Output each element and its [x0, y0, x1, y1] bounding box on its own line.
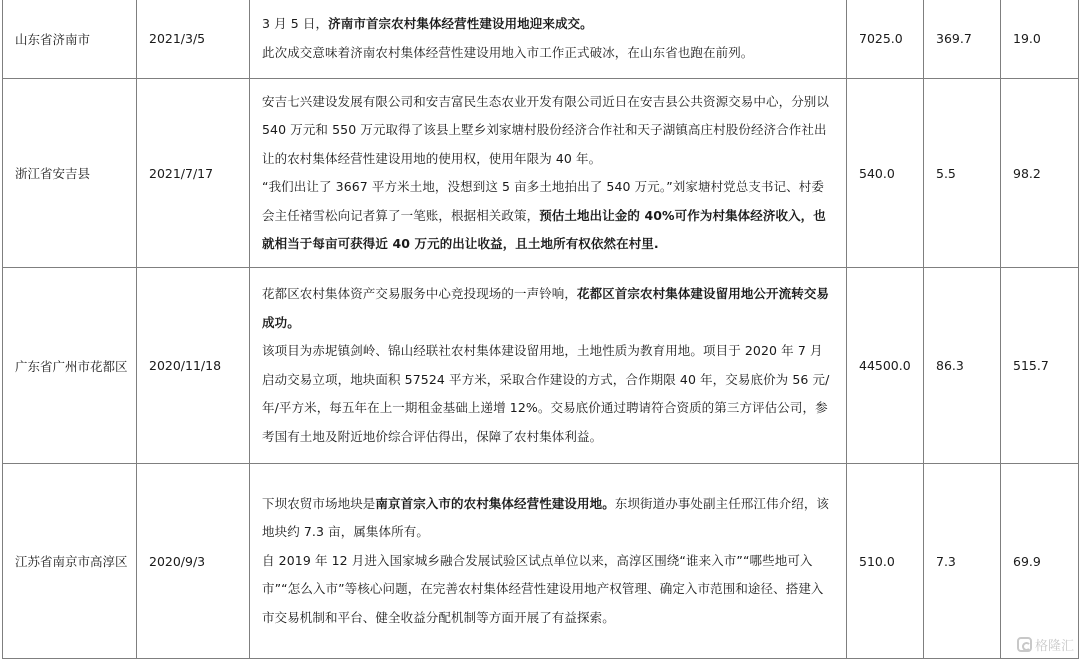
date-cell: 2020/9/3 — [137, 464, 250, 659]
text-run: 下坝农贸市场地块是 — [262, 495, 376, 511]
description-paragraph — [262, 39, 834, 68]
value-cell-1: 540.0 — [847, 79, 924, 268]
date-cell: 2020/11/18 — [137, 268, 250, 464]
description-paragraph — [262, 10, 834, 39]
table-row — [3, 79, 1079, 268]
location-cell: 山东省济南市 — [3, 0, 137, 79]
value-cell-2: 369.7 — [924, 0, 1001, 79]
value-cell-1: 510.0 — [847, 464, 924, 659]
description-cell — [250, 464, 847, 659]
text-run: 自 2019 年 12 月进入国家城乡融合发展试验区试点单位以来，高淳区围绕“谁来入市”“哪些地可入市”“怎么入市”等核心问题，在完善农村集体经营性建设用地产权管理、确定入市范围和途径、搭建入市交易机制和平台、健全收益分配机制等方面开展了有益探索。 — [262, 552, 824, 625]
value-cell-3: 19.0 — [1001, 0, 1079, 79]
table-row — [3, 268, 1079, 464]
bold-text: 济南市首宗农村集体经营性建设用地迎来成交。 — [328, 16, 593, 31]
value-cell-3: 98.2 — [1001, 79, 1079, 268]
text-run: 3 月 5 日， — [262, 16, 329, 31]
bold-text: 花都区首宗农村集体建设留用地公开流转交易成功。 — [262, 286, 830, 330]
table-row — [3, 0, 1079, 79]
bold-text: 预估土地出让金的 40%可作为村集体经济收入，也就相当于每亩可获得近 40 万元的出让收益，且土地所有权依然在村里. — [262, 207, 826, 251]
description-cell — [250, 268, 847, 464]
value-cell-2: 7.3 — [924, 464, 1001, 659]
description-cell — [250, 79, 847, 268]
land-transactions-table — [2, 0, 1079, 659]
text-run: 该项目为赤坭镇剑岭、锦山经联社农村集体建设留用地，土地性质为教育用地。项目于 2020 年 7 月启动交易立项，地块面积 57524 平方米，采取合作建设的方式，合作期限 40 年，交易底价为 56 元/年/平方米，每五年在上一期租金基础上递增 12%。交易底价通过聘请符合资质的第三方评估公司，参考国有土地及附近地价综合评估得出，保障了农村集体利益。 — [262, 343, 830, 444]
description-paragraph — [262, 547, 834, 633]
text-run: 东坝街道办事处副主任邢江伟介绍，该地块约 7.3 亩，属集体所有。 — [262, 495, 830, 540]
text-run: 花都区农村集体资产交易服务中心竞投现场的一声铃响， — [262, 286, 578, 301]
date-cell: 2021/7/17 — [137, 79, 250, 268]
description-paragraph — [262, 490, 834, 547]
location-cell: 江苏省南京市高淳区 — [3, 464, 137, 659]
location-cell: 广东省广州市花都区 — [3, 268, 137, 464]
table-row — [3, 464, 1079, 659]
bold-text: 南京首宗入市的农村集体经营性建设用地。 — [375, 495, 615, 511]
value-cell-3: 515.7 — [1001, 268, 1079, 464]
text-run: 此次成交意味着济南农村集体经营性建设用地入市工作正式破冰，在山东省也跑在前列。 — [262, 44, 754, 60]
text-run: “我们出让了 3667 平方米土地，没想到这 5 亩多土地拍出了 540 万元。”刘家塘村党总支书记、村委会主任褚雪松向记者算了一笔账，根据相关政策， — [262, 179, 824, 223]
location-cell: 浙江省安吉县 — [3, 79, 137, 268]
date-cell: 2021/3/5 — [137, 0, 250, 79]
gelonghui-logo-icon — [1017, 637, 1032, 652]
value-cell-1: 44500.0 — [847, 268, 924, 464]
description-paragraph — [262, 173, 834, 259]
text-run: 安吉七兴建设发展有限公司和安吉富民生态农业开发有限公司近日在安吉县公共资源交易中心，分别以 540 万元和 550 万元取得了该县上墅乡刘家塘村股份经济合作社和天子湖镇高庄村股份经济合作社出让的农村集体经营性建设用地的使用权，使用年限为 40 年。 — [262, 93, 830, 166]
description-paragraph — [262, 88, 834, 174]
value-cell-2: 86.3 — [924, 268, 1001, 464]
description-paragraph — [262, 280, 834, 337]
description-paragraph — [262, 337, 834, 451]
value-cell-2: 5.5 — [924, 79, 1001, 268]
description-cell — [250, 0, 847, 79]
watermark-text: 格隆汇 — [1034, 639, 1074, 654]
watermark — [1017, 635, 1074, 654]
value-cell-1: 7025.0 — [847, 0, 924, 79]
value-cell-3: 69.9 — [1001, 464, 1079, 659]
